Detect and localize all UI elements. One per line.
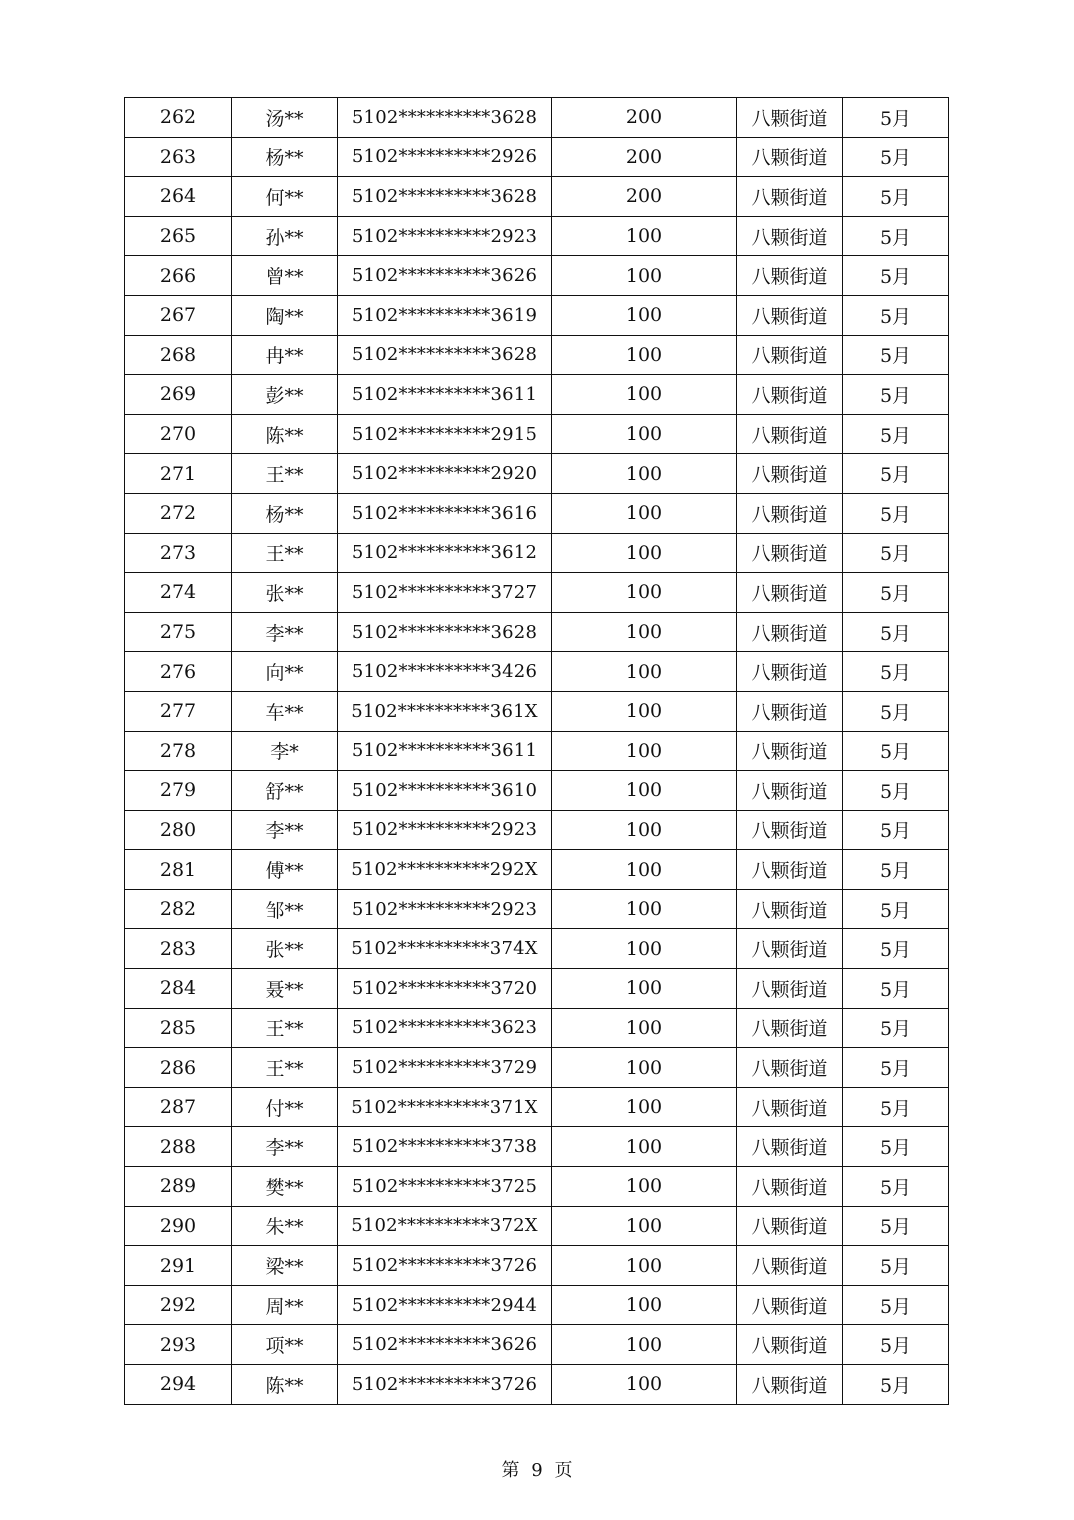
name-cell: 冉** bbox=[232, 335, 338, 375]
street-cell: 八颗街道 bbox=[737, 414, 843, 454]
month-cell: 5月 bbox=[843, 771, 949, 811]
id-number-cell: 5102**********3612 bbox=[338, 533, 552, 573]
month-cell: 5月 bbox=[843, 216, 949, 256]
id-number-cell: 5102**********292X bbox=[338, 850, 552, 890]
name-cell: 王** bbox=[232, 1008, 338, 1048]
row-number: 270 bbox=[125, 414, 232, 454]
id-number-cell: 5102**********3611 bbox=[338, 375, 552, 415]
table-row bbox=[125, 335, 949, 375]
row-number: 294 bbox=[125, 1365, 232, 1405]
id-number-cell: 5102**********3725 bbox=[338, 1167, 552, 1207]
table-row bbox=[125, 1127, 949, 1167]
amount-cell: 100 bbox=[552, 414, 737, 454]
table-row bbox=[125, 1285, 949, 1325]
amount-cell: 100 bbox=[552, 691, 737, 731]
table-row bbox=[125, 652, 949, 692]
amount-cell: 100 bbox=[552, 1325, 737, 1365]
street-cell: 八颗街道 bbox=[737, 98, 843, 138]
amount-cell: 100 bbox=[552, 1127, 737, 1167]
name-cell: 曾** bbox=[232, 256, 338, 296]
amount-cell: 100 bbox=[552, 969, 737, 1009]
street-cell: 八颗街道 bbox=[737, 137, 843, 177]
street-cell: 八颗街道 bbox=[737, 731, 843, 771]
name-cell: 陈** bbox=[232, 1365, 338, 1405]
row-number: 283 bbox=[125, 929, 232, 969]
name-cell: 张** bbox=[232, 929, 338, 969]
amount-cell: 200 bbox=[552, 177, 737, 217]
name-cell: 项** bbox=[232, 1325, 338, 1365]
table-row bbox=[125, 1325, 949, 1365]
name-cell: 梁** bbox=[232, 1246, 338, 1286]
month-cell: 5月 bbox=[843, 889, 949, 929]
street-cell: 八颗街道 bbox=[737, 771, 843, 811]
month-cell: 5月 bbox=[843, 1167, 949, 1207]
table-row bbox=[125, 1087, 949, 1127]
street-cell: 八颗街道 bbox=[737, 1206, 843, 1246]
name-cell: 付** bbox=[232, 1087, 338, 1127]
row-number: 264 bbox=[125, 177, 232, 217]
row-number: 291 bbox=[125, 1246, 232, 1286]
row-number: 284 bbox=[125, 969, 232, 1009]
id-number-cell: 5102**********3616 bbox=[338, 493, 552, 533]
month-cell: 5月 bbox=[843, 533, 949, 573]
street-cell: 八颗街道 bbox=[737, 375, 843, 415]
amount-cell: 100 bbox=[552, 454, 737, 494]
id-number-cell: 5102**********3619 bbox=[338, 295, 552, 335]
table-row bbox=[125, 1206, 949, 1246]
row-number: 289 bbox=[125, 1167, 232, 1207]
month-cell: 5月 bbox=[843, 612, 949, 652]
amount-cell: 100 bbox=[552, 1246, 737, 1286]
id-number-cell: 5102**********3626 bbox=[338, 256, 552, 296]
amount-cell: 100 bbox=[552, 493, 737, 533]
row-number: 285 bbox=[125, 1008, 232, 1048]
row-number: 278 bbox=[125, 731, 232, 771]
id-number-cell: 5102**********2915 bbox=[338, 414, 552, 454]
name-cell: 舒** bbox=[232, 771, 338, 811]
table-row bbox=[125, 493, 949, 533]
name-cell: 聂** bbox=[232, 969, 338, 1009]
row-number: 287 bbox=[125, 1087, 232, 1127]
street-cell: 八颗街道 bbox=[737, 1365, 843, 1405]
street-cell: 八颗街道 bbox=[737, 1167, 843, 1207]
name-cell: 傅** bbox=[232, 850, 338, 890]
table-row bbox=[125, 1048, 949, 1088]
amount-cell: 100 bbox=[552, 889, 737, 929]
row-number: 274 bbox=[125, 573, 232, 613]
name-cell: 樊** bbox=[232, 1167, 338, 1207]
name-cell: 王** bbox=[232, 1048, 338, 1088]
name-cell: 彭** bbox=[232, 375, 338, 415]
name-cell: 李** bbox=[232, 810, 338, 850]
table-row bbox=[125, 137, 949, 177]
id-number-cell: 5102**********372X bbox=[338, 1206, 552, 1246]
table-row bbox=[125, 216, 949, 256]
amount-cell: 100 bbox=[552, 1365, 737, 1405]
id-number-cell: 5102**********3426 bbox=[338, 652, 552, 692]
month-cell: 5月 bbox=[843, 256, 949, 296]
street-cell: 八颗街道 bbox=[737, 1325, 843, 1365]
id-number-cell: 5102**********3626 bbox=[338, 1325, 552, 1365]
record-table bbox=[124, 97, 949, 1405]
amount-cell: 100 bbox=[552, 573, 737, 613]
amount-cell: 100 bbox=[552, 1167, 737, 1207]
row-number: 263 bbox=[125, 137, 232, 177]
id-number-cell: 5102**********2920 bbox=[338, 454, 552, 494]
amount-cell: 100 bbox=[552, 216, 737, 256]
amount-cell: 200 bbox=[552, 137, 737, 177]
street-cell: 八颗街道 bbox=[737, 216, 843, 256]
table-row bbox=[125, 731, 949, 771]
month-cell: 5月 bbox=[843, 335, 949, 375]
street-cell: 八颗街道 bbox=[737, 1008, 843, 1048]
month-cell: 5月 bbox=[843, 1365, 949, 1405]
table-row bbox=[125, 612, 949, 652]
name-cell: 王** bbox=[232, 454, 338, 494]
month-cell: 5月 bbox=[843, 98, 949, 138]
id-number-cell: 5102**********371X bbox=[338, 1087, 552, 1127]
amount-cell: 100 bbox=[552, 1008, 737, 1048]
amount-cell: 100 bbox=[552, 929, 737, 969]
id-number-cell: 5102**********2944 bbox=[338, 1285, 552, 1325]
table-row bbox=[125, 691, 949, 731]
month-cell: 5月 bbox=[843, 929, 949, 969]
name-cell: 车** bbox=[232, 691, 338, 731]
month-cell: 5月 bbox=[843, 295, 949, 335]
row-number: 281 bbox=[125, 850, 232, 890]
month-cell: 5月 bbox=[843, 969, 949, 1009]
name-cell: 李** bbox=[232, 612, 338, 652]
row-number: 286 bbox=[125, 1048, 232, 1088]
street-cell: 八颗街道 bbox=[737, 295, 843, 335]
name-cell: 朱** bbox=[232, 1206, 338, 1246]
row-number: 273 bbox=[125, 533, 232, 573]
street-cell: 八颗街道 bbox=[737, 1246, 843, 1286]
month-cell: 5月 bbox=[843, 375, 949, 415]
id-number-cell: 5102**********3610 bbox=[338, 771, 552, 811]
record-table-body bbox=[125, 98, 949, 1405]
street-cell: 八颗街道 bbox=[737, 810, 843, 850]
street-cell: 八颗街道 bbox=[737, 1285, 843, 1325]
row-number: 293 bbox=[125, 1325, 232, 1365]
amount-cell: 100 bbox=[552, 256, 737, 296]
row-number: 262 bbox=[125, 98, 232, 138]
month-cell: 5月 bbox=[843, 850, 949, 890]
id-number-cell: 5102**********3726 bbox=[338, 1246, 552, 1286]
table-row bbox=[125, 929, 949, 969]
name-cell: 向** bbox=[232, 652, 338, 692]
month-cell: 5月 bbox=[843, 731, 949, 771]
street-cell: 八颗街道 bbox=[737, 177, 843, 217]
street-cell: 八颗街道 bbox=[737, 1048, 843, 1088]
month-cell: 5月 bbox=[843, 1285, 949, 1325]
table-row bbox=[125, 533, 949, 573]
table-row bbox=[125, 1167, 949, 1207]
name-cell: 邹** bbox=[232, 889, 338, 929]
name-cell: 张** bbox=[232, 573, 338, 613]
table-row bbox=[125, 1365, 949, 1405]
table-row bbox=[125, 454, 949, 494]
id-number-cell: 5102**********3623 bbox=[338, 1008, 552, 1048]
id-number-cell: 5102**********2923 bbox=[338, 889, 552, 929]
amount-cell: 100 bbox=[552, 652, 737, 692]
month-cell: 5月 bbox=[843, 810, 949, 850]
month-cell: 5月 bbox=[843, 652, 949, 692]
id-number-cell: 5102**********2926 bbox=[338, 137, 552, 177]
name-cell: 周** bbox=[232, 1285, 338, 1325]
row-number: 268 bbox=[125, 335, 232, 375]
row-number: 271 bbox=[125, 454, 232, 494]
amount-cell: 100 bbox=[552, 295, 737, 335]
row-number: 288 bbox=[125, 1127, 232, 1167]
month-cell: 5月 bbox=[843, 573, 949, 613]
table-row bbox=[125, 771, 949, 811]
id-number-cell: 5102**********3738 bbox=[338, 1127, 552, 1167]
table-row bbox=[125, 969, 949, 1009]
table-row bbox=[125, 1008, 949, 1048]
table-row bbox=[125, 414, 949, 454]
name-cell: 杨** bbox=[232, 493, 338, 533]
street-cell: 八颗街道 bbox=[737, 691, 843, 731]
id-number-cell: 5102**********2923 bbox=[338, 216, 552, 256]
table-row bbox=[125, 889, 949, 929]
street-cell: 八颗街道 bbox=[737, 929, 843, 969]
street-cell: 八颗街道 bbox=[737, 454, 843, 494]
month-cell: 5月 bbox=[843, 414, 949, 454]
amount-cell: 100 bbox=[552, 612, 737, 652]
amount-cell: 200 bbox=[552, 98, 737, 138]
id-number-cell: 5102**********374X bbox=[338, 929, 552, 969]
id-number-cell: 5102**********3727 bbox=[338, 573, 552, 613]
month-cell: 5月 bbox=[843, 1008, 949, 1048]
amount-cell: 100 bbox=[552, 810, 737, 850]
month-cell: 5月 bbox=[843, 137, 949, 177]
table-row bbox=[125, 850, 949, 890]
name-cell: 何** bbox=[232, 177, 338, 217]
month-cell: 5月 bbox=[843, 454, 949, 494]
id-number-cell: 5102**********3628 bbox=[338, 612, 552, 652]
table-row bbox=[125, 375, 949, 415]
name-cell: 陶** bbox=[232, 295, 338, 335]
street-cell: 八颗街道 bbox=[737, 1127, 843, 1167]
id-number-cell: 5102**********2923 bbox=[338, 810, 552, 850]
row-number: 279 bbox=[125, 771, 232, 811]
page-number: 第 9 页 bbox=[501, 1460, 573, 1481]
row-number: 267 bbox=[125, 295, 232, 335]
amount-cell: 100 bbox=[552, 771, 737, 811]
street-cell: 八颗街道 bbox=[737, 652, 843, 692]
month-cell: 5月 bbox=[843, 1127, 949, 1167]
month-cell: 5月 bbox=[843, 493, 949, 533]
name-cell: 李* bbox=[232, 731, 338, 771]
amount-cell: 100 bbox=[552, 1206, 737, 1246]
row-number: 276 bbox=[125, 652, 232, 692]
street-cell: 八颗街道 bbox=[737, 969, 843, 1009]
amount-cell: 100 bbox=[552, 731, 737, 771]
row-number: 269 bbox=[125, 375, 232, 415]
id-number-cell: 5102**********3720 bbox=[338, 969, 552, 1009]
name-cell: 李** bbox=[232, 1127, 338, 1167]
table-row bbox=[125, 810, 949, 850]
row-number: 290 bbox=[125, 1206, 232, 1246]
row-number: 277 bbox=[125, 691, 232, 731]
row-number: 265 bbox=[125, 216, 232, 256]
id-number-cell: 5102**********3611 bbox=[338, 731, 552, 771]
street-cell: 八颗街道 bbox=[737, 612, 843, 652]
street-cell: 八颗街道 bbox=[737, 1087, 843, 1127]
id-number-cell: 5102**********3628 bbox=[338, 177, 552, 217]
row-number: 292 bbox=[125, 1285, 232, 1325]
amount-cell: 100 bbox=[552, 335, 737, 375]
row-number: 282 bbox=[125, 889, 232, 929]
id-number-cell: 5102**********3726 bbox=[338, 1365, 552, 1405]
table-row bbox=[125, 1246, 949, 1286]
month-cell: 5月 bbox=[843, 1087, 949, 1127]
street-cell: 八颗街道 bbox=[737, 850, 843, 890]
month-cell: 5月 bbox=[843, 177, 949, 217]
street-cell: 八颗街道 bbox=[737, 889, 843, 929]
street-cell: 八颗街道 bbox=[737, 533, 843, 573]
amount-cell: 100 bbox=[552, 533, 737, 573]
month-cell: 5月 bbox=[843, 1206, 949, 1246]
record-table-container bbox=[124, 97, 948, 1405]
month-cell: 5月 bbox=[843, 1246, 949, 1286]
row-number: 266 bbox=[125, 256, 232, 296]
amount-cell: 100 bbox=[552, 1048, 737, 1088]
street-cell: 八颗街道 bbox=[737, 493, 843, 533]
table-row bbox=[125, 256, 949, 296]
name-cell: 孙** bbox=[232, 216, 338, 256]
table-row bbox=[125, 177, 949, 217]
street-cell: 八颗街道 bbox=[737, 335, 843, 375]
name-cell: 王** bbox=[232, 533, 338, 573]
amount-cell: 100 bbox=[552, 1087, 737, 1127]
month-cell: 5月 bbox=[843, 1048, 949, 1088]
name-cell: 杨** bbox=[232, 137, 338, 177]
amount-cell: 100 bbox=[552, 375, 737, 415]
street-cell: 八颗街道 bbox=[737, 256, 843, 296]
street-cell: 八颗街道 bbox=[737, 573, 843, 613]
name-cell: 陈** bbox=[232, 414, 338, 454]
table-row bbox=[125, 295, 949, 335]
name-cell: 汤** bbox=[232, 98, 338, 138]
row-number: 272 bbox=[125, 493, 232, 533]
amount-cell: 100 bbox=[552, 1285, 737, 1325]
amount-cell: 100 bbox=[552, 850, 737, 890]
id-number-cell: 5102**********361X bbox=[338, 691, 552, 731]
month-cell: 5月 bbox=[843, 691, 949, 731]
table-row bbox=[125, 573, 949, 613]
id-number-cell: 5102**********3729 bbox=[338, 1048, 552, 1088]
table-row bbox=[125, 98, 949, 138]
id-number-cell: 5102**********3628 bbox=[338, 98, 552, 138]
row-number: 275 bbox=[125, 612, 232, 652]
id-number-cell: 5102**********3628 bbox=[338, 335, 552, 375]
row-number: 280 bbox=[125, 810, 232, 850]
month-cell: 5月 bbox=[843, 1325, 949, 1365]
